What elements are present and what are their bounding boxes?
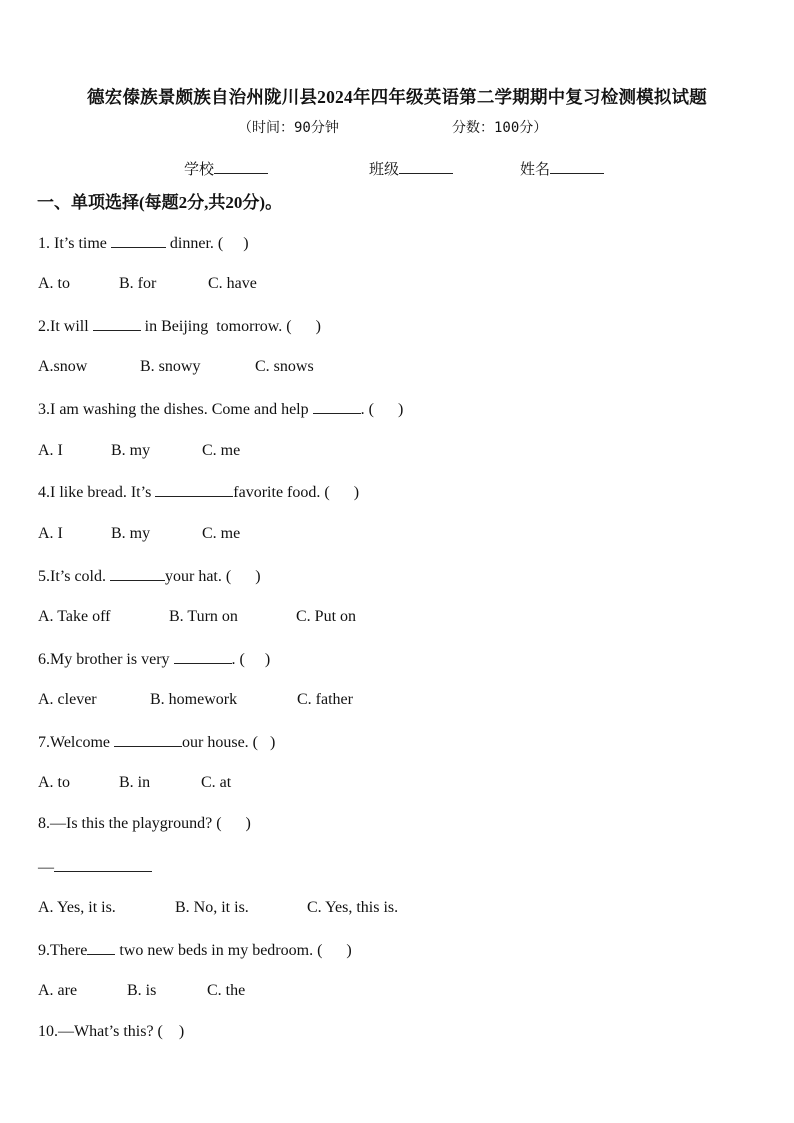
option-3c[interactable]: C. me [202, 442, 241, 459]
option-4c[interactable]: C. me [202, 525, 241, 542]
name-label: 姓名 [520, 162, 551, 178]
question-7: 7.Welcome our house. ( ) [38, 734, 276, 751]
option-2c[interactable]: C. snows [255, 358, 314, 375]
question-2: 2.It will in Beijing tomorrow. ( ) [38, 318, 321, 335]
option-3b[interactable]: B. my [111, 442, 151, 459]
option-7b[interactable]: B. in [119, 774, 151, 791]
school-field[interactable] [184, 158, 268, 179]
school-blank[interactable] [214, 159, 268, 174]
class-label: 班级 [369, 162, 400, 178]
exam-title: 德宏傣族景颇族自治州陇川县2024年四年级英语第二学期期中复习检测模拟试题 [87, 87, 707, 107]
option-5c[interactable]: C. Put on [296, 608, 357, 625]
option-6b[interactable]: B. homework [150, 691, 238, 708]
class-blank[interactable] [399, 159, 453, 174]
name-blank[interactable] [550, 159, 604, 174]
question-3: 3.I am washing the dishes. Come and help . ( ) [38, 401, 404, 418]
exam-time: （时间：90分钟 [238, 120, 339, 136]
option-8a[interactable]: A. Yes, it is. [38, 899, 116, 916]
question-9: 9.There two new beds in my bedroom. ( ) [38, 942, 352, 959]
option-4a[interactable]: A. I [38, 525, 63, 542]
option-6a[interactable]: A. clever [38, 691, 97, 708]
answer-blank[interactable] [93, 316, 141, 331]
question-5: 5.It’s cold. your hat. ( ) [38, 568, 261, 585]
option-6c[interactable]: C. father [297, 691, 353, 708]
option-1b[interactable]: B. for [119, 275, 157, 292]
question-4: 4.I like bread. It’s favorite food. ( ) [38, 484, 360, 501]
answer-blank[interactable] [54, 857, 152, 872]
question-8: 8.—Is this the playground? ( ) [38, 815, 251, 832]
answer-blank[interactable] [111, 233, 166, 248]
option-1a[interactable]: A. to [38, 275, 70, 292]
answer-blank[interactable] [313, 399, 361, 414]
option-3a[interactable]: A. I [38, 442, 63, 459]
section-title: 一、单项选择(每题2分,共20分)。 [37, 193, 283, 212]
option-1c[interactable]: C. have [208, 275, 257, 292]
answer-blank[interactable] [155, 482, 233, 497]
school-label: 学校 [184, 162, 215, 178]
option-4b[interactable]: B. my [111, 525, 151, 542]
option-8b[interactable]: B. No, it is. [175, 899, 249, 916]
option-7a[interactable]: A. to [38, 774, 70, 791]
answer-blank[interactable] [110, 566, 165, 581]
option-8c[interactable]: C. Yes, this is. [307, 899, 399, 916]
answer-blank[interactable] [174, 649, 232, 664]
answer-blank[interactable] [114, 732, 182, 747]
option-2a[interactable]: A.snow [38, 358, 88, 375]
question-10: 10.—What’s this? ( ) [38, 1023, 185, 1040]
option-5a[interactable]: A. Take off [38, 608, 111, 625]
option-5b[interactable]: B. Turn on [169, 608, 238, 625]
name-field[interactable] [520, 158, 604, 179]
question-1: 1. It’s time dinner. ( ) [38, 235, 249, 252]
option-9a[interactable]: A. are [38, 982, 78, 999]
class-field[interactable] [369, 158, 453, 179]
question-6: 6.My brother is very . ( ) [38, 651, 271, 668]
option-9b[interactable]: B. is [127, 982, 157, 999]
option-9c[interactable]: C. the [207, 982, 246, 999]
option-7c[interactable]: C. at [201, 774, 232, 791]
dialogue-answer-line: — [38, 857, 152, 877]
answer-blank[interactable] [87, 940, 115, 955]
exam-score: 分数：100分） [452, 120, 548, 136]
option-2b[interactable]: B. snowy [140, 358, 201, 375]
